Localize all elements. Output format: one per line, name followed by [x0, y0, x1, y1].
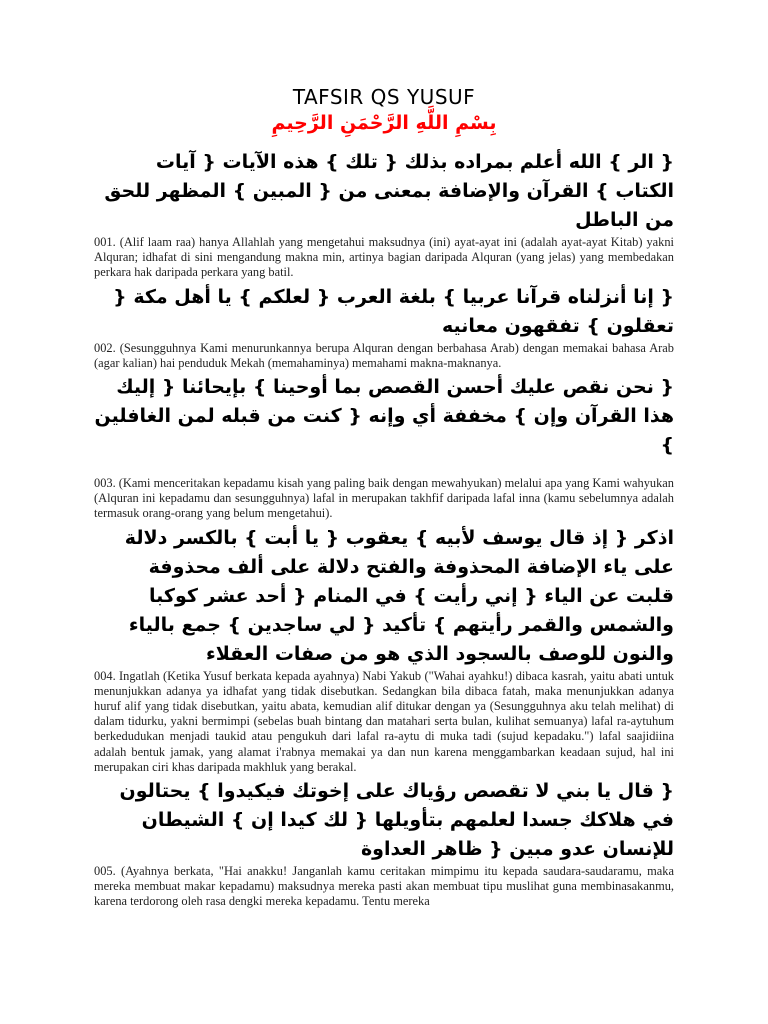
- paragraph-spacer: [94, 460, 674, 476]
- verse-1-arabic: { الر } الله أعلم بمراده بذلك { تلك } هذه الآيات { آيات الكتاب } القرآن والإضافة بمعنى من { المبين } المظهر للحق من الباطل: [104, 151, 674, 231]
- verse-3-translation: 003. (Kami menceritakan kepadamu kisah yang paling baik dengan mewahyukan) melalui apa yang Kami wahyukan (Alquran ini kepadamu dan sesungguhnya) lafal in merupakan takhfif daripada lafal inna (kamu sebelumnya adalah termasuk orang-orang yang belum mengetahui).: [94, 476, 674, 521]
- verse-5-arabic: { قال يا بني لا تقصص رؤياك على إخوتك فيكيدوا } يحتالون في هلاكك جسدا لعلمهم بتأويلها { لك كيدا إن } الشيطان للإنسان عدو مبين { ظاهر العداوة: [119, 780, 674, 861]
- verse-2-arabic: { إنا أنزلناه قرآنا عربيا } بلغة العرب { لعلكم } يا أهل مكة { تعقلون } تفقهون معانيه: [113, 285, 674, 337]
- basmala-heading: بِسْمِ اللَّهِ الرَّحْمَنِ الرَّحِيمِ: [271, 112, 497, 134]
- document-title: TAFSIR QS YUSUF: [292, 85, 476, 109]
- verse-5-translation: 005. (Ayahnya berkata, "Hai anakku! Janganlah kamu ceritakan mimpimu itu kepada saudara-saudaramu, maka mereka membuat makar kepadamu) maksudnya mereka pasti akan membuat tipu muslihat guna membinasakanmu, karena terdorong oleh rasa dengki mereka kepadamu. Tentu mereka: [94, 864, 674, 909]
- verse-3-arabic: { نحن نقص عليك أحسن القصص بما أوحينا } بإيحائنا { إليك هذا القرآن وإن } مخففة أي وإنه { كنت من قبله لمن الغافلين }: [94, 376, 674, 457]
- document-page: [94, 84, 674, 912]
- verse-1-translation: 001. (Alif laam raa) hanya Allahlah yang mengetahui maksudnya (ini) ayat-ayat ini (adalah ayat-ayat Kitab) yakni Alquran; idhafat di sini mengandung makna min, artinya bagian daripada Alquran (yang jelas) yang membedakan perkara hak daripada perkara yang batil.: [94, 235, 674, 280]
- verse-4-translation: 004. Ingatlah (Ketika Yusuf berkata kepada ayahnya) Nabi Yakub ("Wahai ayahku!) dibaca kasrah, yaitu abati untuk menunjukkan adanya ya idhafat yang tidak disebutkan. Sedangkan bila dibaca fatah, maka menunjukkan adanya huruf alif yang tidak disebutkan, yaitu abata, kemudian alif ditukar dengan ya (Sesungguhnya aku telah melihat) di dalam tidurku, yakni bermimpi (sebelas buah bintang dan matahari serta bulan, kulihat semuanya) lafal ra-aytuhum berkedudukan menjadi taukid atau pengukuh dari lafal ra-aytu di muka tadi (sujud kepadaku.") lafal saajidiina adalah bentuk jamak, yang alamat i'rabnya memakai ya dan nun karena menggambarkan keadaan sujud, hal ini merupakan ciri khas daripada makhluk yang berakal.: [94, 668, 674, 774]
- verse-2-translation: 002. (Sesungguhnya Kami menurunkannya berupa Alquran dengan berbahasa Arab) dengan memakai bahasa Arab (agar kalian) hai penduduk Mekah (memahaminya) memahami makna-maknanya.: [94, 340, 674, 370]
- verse-4-arabic: اذكر { إذ قال يوسف لأبيه } يعقوب { يا أبت } بالكسر دلالة على ياء الإضافة المحذوفة والفتح دلالة على ألف محذوفة قلبت عن الياء { إني رأيت } في المنام { أحد عشر كوكبا والشمس والقمر رأيتهم } تأكيد { لي ساجدين } جمع بالياء والنون للوصف بالسجود الذي هو من صفات العقلاء: [124, 526, 674, 665]
